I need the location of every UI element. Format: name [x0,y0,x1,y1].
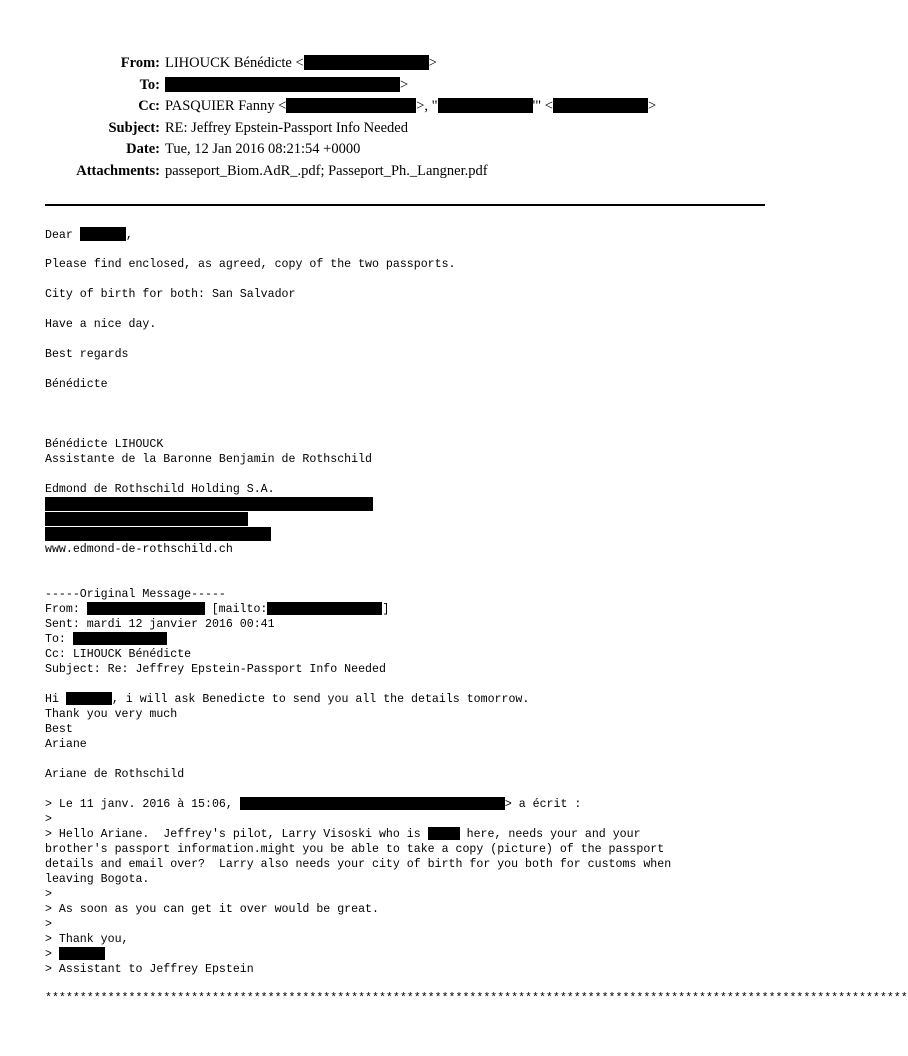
quoted-blank: > [45,888,52,901]
redaction-block [45,527,271,541]
quoted-line: > As soon as you can get it over would be great. [45,903,379,916]
original-message-divider: -----Original Message----- [45,588,226,601]
redaction-block [286,98,416,113]
quoted-line: > Assistant to Jeffrey Epstein [45,963,254,976]
redaction-block [438,98,533,113]
redaction-block [267,602,382,615]
redaction-block [45,512,248,526]
greeting-line: Dear , [45,229,133,242]
footer-separator: **************************************************************************************************************************** [45,992,908,1005]
original-subject: Subject: Re: Jeffrey Epstein-Passport Info Needed [45,663,386,676]
signature-address-line [45,512,775,527]
signature-title: Assistante de la Baronne Benjamin de Rothschild [45,453,372,466]
original-sent: Sent: mardi 12 janvier 2016 00:41 [45,618,275,631]
reply-signature: Ariane de Rothschild [45,768,185,781]
to-label: To: [139,76,160,93]
email-body [45,227,775,977]
header-subject-row [0,118,816,140]
redaction-block [59,947,105,960]
original-cc: Cc: LIHOUCK Bénédicte [45,648,192,661]
header-attachments-row [0,161,816,183]
body-line: Please find enclosed, as agreed, copy of the two passports. [45,258,456,271]
to-value: > [165,75,408,97]
body-line: Have a nice day. [45,318,157,331]
signature-address-line [45,527,775,542]
from-value: LIHOUCK Bénédicte < > [165,55,437,71]
header-cc-row [0,96,816,118]
quoted-signature: > [45,947,775,962]
signature-name: Bénédicte LIHOUCK [45,438,164,451]
header-to-row [0,75,816,97]
quoted-blank: > [45,813,52,826]
header-date-row [0,139,816,161]
reply-line: Best [45,723,73,736]
quoted-hello: > Hello Ariane. Jeffrey's pilot, Larry Visoski who is here, needs your and your [45,828,641,841]
redaction-block [553,98,648,113]
from-label: From: [120,55,160,71]
quoted-line: brother's passport information.might you be able to take a copy (picture) of the passport [45,843,665,856]
reply-line: Thank you very much [45,708,178,721]
redaction-block [80,227,126,241]
cc-value: PASQUIER Fanny < >, " '" < > [165,98,657,115]
date-label: Date: [126,141,160,158]
redaction-block [428,827,460,840]
quoted-line: leaving Bogota. [45,873,150,886]
redaction-block [87,602,205,615]
redaction-block [165,77,400,92]
subject-label: Subject: [108,119,160,136]
redaction-block [304,55,429,70]
reply-line: Ariane [45,738,87,751]
redaction-block [73,632,167,645]
reply-hi: Hi , i will ask Benedicte to send you all the details tomorrow. [45,693,530,706]
quoted-wrote: > Le 11 janv. 2016 à 15:06, > a écrit : [45,798,582,811]
subject-value: RE: Jeffrey Epstein-Passport Info Needed [165,119,408,136]
signature-address-line [45,497,775,512]
body-line: Bénédicte [45,378,108,391]
body-line: Best regards [45,348,129,361]
signature-company: Edmond de Rothschild Holding S.A. [45,483,275,496]
original-to: To: [45,632,775,647]
header-divider [45,204,765,206]
signature-website: www.edmond-de-rothschild.ch [45,543,233,556]
quoted-blank: > [45,918,52,931]
body-line: City of birth for both: San Salvador [45,288,296,301]
email-header [0,53,816,183]
cc-label: Cc: [138,98,160,115]
original-from: From: [mailto: ] [45,603,390,616]
attachments-label: Attachments: [76,162,160,179]
redaction-block [45,497,373,511]
attachments-value: passeport_Biom.AdR_.pdf; Passeport_Ph._Langner.pdf [165,162,488,179]
header-from-row [0,53,816,75]
quoted-line: > Thank you, [45,933,129,946]
date-value: Tue, 12 Jan 2016 08:21:54 +0000 [165,141,361,158]
redaction-block [240,797,505,810]
redaction-block [66,692,112,705]
quoted-line: details and email over? Larry also needs your city of birth for you both for customs when [45,858,672,871]
